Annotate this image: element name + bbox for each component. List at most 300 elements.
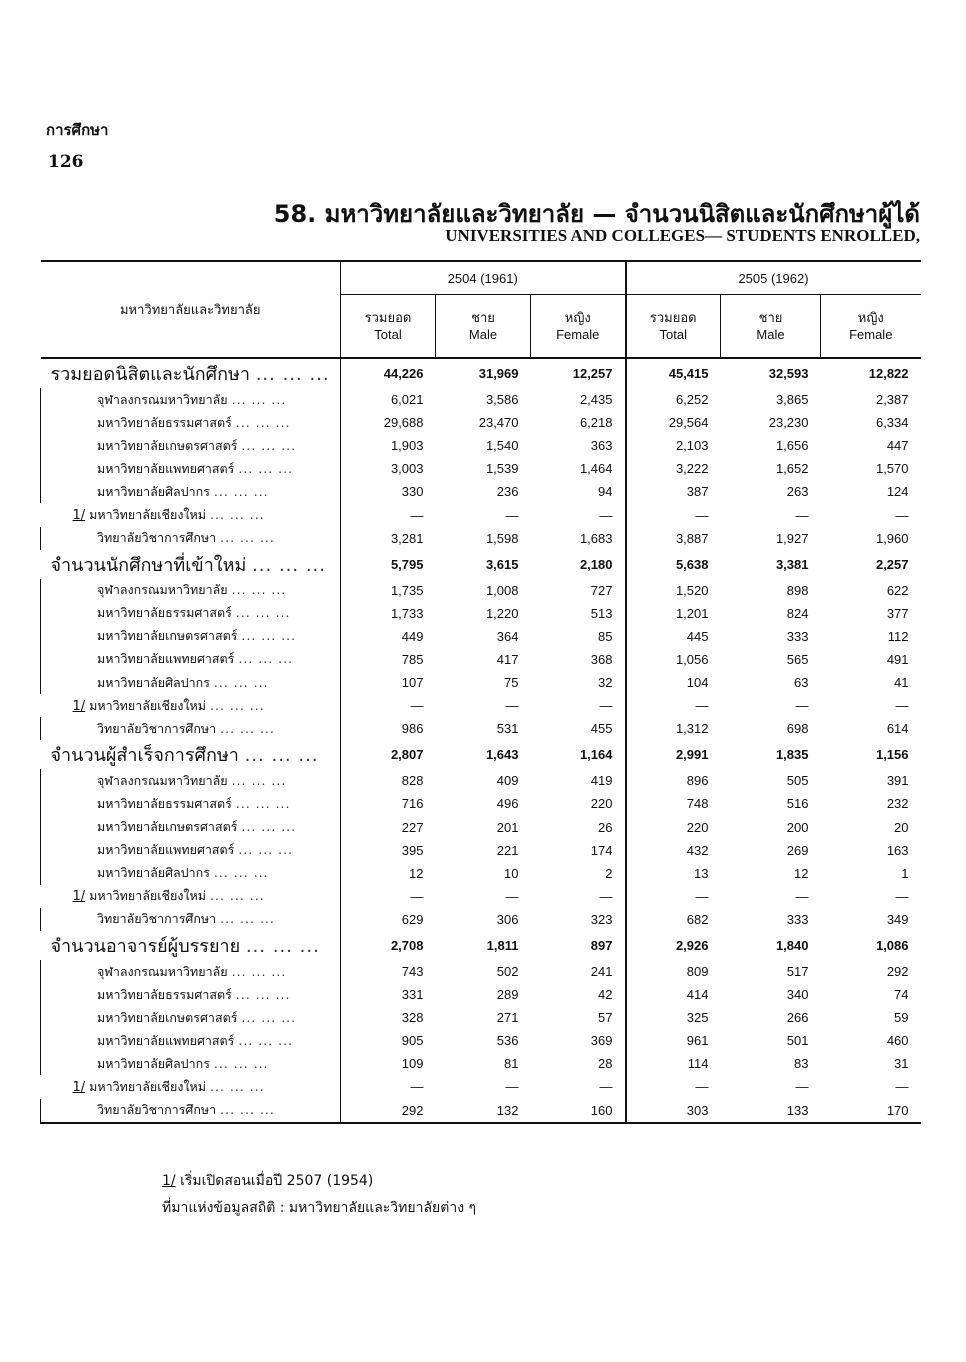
cell-value: 328 xyxy=(341,1006,436,1029)
cell-value: 31,969 xyxy=(478,366,519,381)
cell-value: 377 xyxy=(886,605,909,621)
cell-value: — xyxy=(599,507,613,523)
leader-dots: ... ... ... xyxy=(220,720,275,736)
leader-dots: ... ... ... xyxy=(213,483,269,499)
column-header-male-1961 xyxy=(436,295,531,359)
cell-value: 2,387 xyxy=(875,392,909,408)
cell-value: 1,598 xyxy=(485,530,519,546)
cell-value: 333 xyxy=(786,628,809,644)
cell-value: 83 xyxy=(794,1056,809,1072)
row-header: มหาวิทยาลัยและวิทยาลัย xyxy=(119,303,261,318)
leader-dots: ... ... ... xyxy=(238,842,294,858)
leader-dots: ... ... ... xyxy=(238,460,294,476)
cell-value: 12,822 xyxy=(868,366,909,381)
row-label-text: มหาวิทยาลัยธรรมศาสตร์ xyxy=(97,795,232,811)
row-label xyxy=(41,602,341,625)
table-row xyxy=(41,816,921,839)
cell-value: 109 xyxy=(341,1052,436,1075)
row-label-text: มหาวิทยาลัยเชียงใหม่ xyxy=(89,507,207,523)
cell-value: 333 xyxy=(786,911,809,927)
row-label xyxy=(41,839,341,862)
table-row xyxy=(41,1029,921,1052)
row-label xyxy=(41,527,341,550)
row-label-text: วิทยาลัยวิชาการศึกษา xyxy=(97,530,217,546)
leader-dots: ... ... ... xyxy=(231,772,287,788)
cell-value: 292 xyxy=(341,1099,436,1123)
row-label xyxy=(41,885,341,908)
table-row xyxy=(41,885,921,908)
table-row xyxy=(41,457,921,480)
cell-value: 323 xyxy=(590,911,613,927)
cell-value: 3,887 xyxy=(626,527,721,550)
table-header xyxy=(41,261,921,358)
cell-value: — xyxy=(599,698,613,714)
row-label-text: มหาวิทยาลัยธรรมศาสตร์ xyxy=(97,414,232,430)
footnote xyxy=(162,1170,373,1192)
cell-value: 26 xyxy=(598,819,613,835)
cell-value: 31 xyxy=(894,1056,909,1072)
table-row xyxy=(41,717,921,740)
cell-value: 1,520 xyxy=(626,579,721,602)
leader-dots: ... ... ... xyxy=(255,364,330,385)
cell-value: 1,811 xyxy=(486,937,519,953)
cell-value: 23,230 xyxy=(768,415,809,431)
cell-value: 961 xyxy=(626,1029,721,1052)
table-row xyxy=(41,388,921,411)
cell-value: 74 xyxy=(894,987,909,1003)
table-row xyxy=(41,411,921,434)
table-row xyxy=(41,434,921,457)
table-group-row xyxy=(41,740,921,769)
row-label-text: มหาวิทยาลัยธรรมศาสตร์ xyxy=(97,986,232,1002)
leader-dots: ... ... ... xyxy=(210,507,265,523)
cell-value: 28 xyxy=(598,1056,613,1072)
leader-dots: ... ... ... xyxy=(210,888,265,904)
cell-value: 1,927 xyxy=(775,530,809,546)
row-label xyxy=(41,671,341,694)
table-title-english: UNIVERSITIES AND COLLEGES— STUDENTS ENROLLED, xyxy=(445,226,920,245)
row-label-text: รวมยอดนิสิตและนักศึกษา xyxy=(50,364,250,385)
cell-value: 3,586 xyxy=(485,392,519,408)
column-header-th: หญิง xyxy=(564,310,591,325)
cell-value: 29,688 xyxy=(341,411,436,434)
leader-dots: ... ... ... xyxy=(238,1032,294,1048)
cell-value: 3,865 xyxy=(775,392,809,408)
cell-value: 1,156 xyxy=(875,747,909,763)
cell-value: 419 xyxy=(590,773,613,789)
cell-value: 432 xyxy=(626,839,721,862)
cell-value: 727 xyxy=(590,582,613,598)
source-note: ที่มาแห่งข้อมูลสถิติ : มหาวิทยาลัยและวิทยาลัยต่าง ๆ xyxy=(162,1200,476,1216)
cell-value: 1,056 xyxy=(626,648,721,671)
row-label-text: จุฬาลงกรณมหาวิทยาลัย xyxy=(97,963,228,979)
cell-value: — xyxy=(626,885,721,908)
cell-value: — xyxy=(895,1079,909,1095)
cell-value: 395 xyxy=(341,839,436,862)
row-label-text: มหาวิทยาลัยศิลปากร xyxy=(97,483,210,499)
cell-value: 414 xyxy=(626,983,721,1006)
column-header-female-1962 xyxy=(821,295,921,359)
row-label-text: มหาวิทยาลัยแพทยศาสตร์ xyxy=(97,1032,235,1048)
cell-value: — xyxy=(341,885,436,908)
cell-value: 505 xyxy=(786,773,809,789)
row-label xyxy=(41,908,341,931)
row-label xyxy=(41,625,341,648)
table-group-row xyxy=(41,931,921,960)
cell-value: 75 xyxy=(504,675,519,691)
table-row xyxy=(41,1099,921,1123)
cell-value: 114 xyxy=(626,1052,721,1075)
row-label xyxy=(41,792,341,815)
row-label xyxy=(41,388,341,411)
table-row xyxy=(41,503,921,526)
cell-value: 6,252 xyxy=(626,388,721,411)
row-label-text: มหาวิทยาลัยธรรมศาสตร์ xyxy=(97,605,232,621)
leader-dots: ... ... ... xyxy=(231,582,287,598)
row-label-text: วิทยาลัยวิชาการศึกษา xyxy=(97,911,217,927)
cell-value: 57 xyxy=(598,1010,613,1026)
column-header-female-1961 xyxy=(531,295,626,359)
table-row xyxy=(41,671,921,694)
row-label xyxy=(41,411,341,434)
leader-dots: ... ... ... xyxy=(213,865,269,881)
cell-value: 32,593 xyxy=(768,366,809,381)
cell-value: 1,840 xyxy=(775,937,809,953)
cell-value: 409 xyxy=(496,773,519,789)
cell-value: 2,180 xyxy=(579,556,613,572)
column-header-en: Male xyxy=(756,327,785,342)
cell-value: 2,807 xyxy=(341,740,436,769)
row-label-text: มหาวิทยาลัยแพทยศาสตร์ xyxy=(97,460,235,476)
row-label xyxy=(41,717,341,740)
row-label xyxy=(41,1075,341,1098)
cell-value: 2,708 xyxy=(341,931,436,960)
cell-value: 59 xyxy=(894,1010,909,1026)
cell-value: 163 xyxy=(886,842,909,858)
cell-value: — xyxy=(341,694,436,717)
cell-value: — xyxy=(626,694,721,717)
cell-value: 107 xyxy=(341,671,436,694)
cell-value: 104 xyxy=(626,671,721,694)
cell-value: 2,435 xyxy=(579,392,613,408)
cell-value: — xyxy=(505,888,519,904)
page-number: 126 xyxy=(48,152,84,172)
cell-value: — xyxy=(341,1075,436,1098)
leader-dots: ... ... ... xyxy=(235,986,291,1002)
cell-value: 614 xyxy=(886,721,909,737)
cell-value: 29,564 xyxy=(626,411,721,434)
row-label-text: มหาวิทยาลัยศิลปากร xyxy=(97,1055,210,1071)
cell-value: 1,539 xyxy=(485,461,519,477)
cell-value: 44,226 xyxy=(341,358,436,388)
leader-dots: ... ... ... xyxy=(231,391,287,407)
cell-value: 63 xyxy=(794,675,809,691)
cell-value: 124 xyxy=(886,484,909,500)
cell-value: 23,470 xyxy=(478,415,519,431)
cell-value: 303 xyxy=(626,1099,721,1123)
cell-value: 565 xyxy=(786,651,809,667)
footnote-mark: 1/ xyxy=(72,889,86,905)
row-label xyxy=(41,1099,341,1123)
cell-value: 496 xyxy=(496,796,519,812)
cell-value: 502 xyxy=(496,964,519,980)
row-label-text: จำนวนนักศึกษาที่เข้าใหม่ xyxy=(50,554,247,576)
row-label xyxy=(41,816,341,839)
cell-value: 220 xyxy=(626,816,721,839)
cell-value: 629 xyxy=(341,908,436,931)
cell-value: — xyxy=(505,1079,519,1095)
cell-value: — xyxy=(626,503,721,526)
leader-dots: ... ... ... xyxy=(220,1102,275,1118)
cell-value: 266 xyxy=(786,1010,809,1026)
cell-value: 1,903 xyxy=(341,434,436,457)
row-label xyxy=(41,960,341,983)
cell-value: 112 xyxy=(887,628,909,644)
cell-value: 45,415 xyxy=(626,358,721,388)
leader-dots: ... ... ... xyxy=(220,911,275,927)
row-label xyxy=(41,769,341,792)
cell-value: 1,164 xyxy=(579,747,613,763)
cell-value: 330 xyxy=(341,480,436,503)
section-label: การศึกษา xyxy=(46,121,109,139)
cell-value: — xyxy=(895,698,909,714)
cell-value: 1,643 xyxy=(485,747,519,763)
cell-value: 449 xyxy=(341,625,436,648)
column-header-th: หญิง xyxy=(857,310,884,325)
cell-value: 809 xyxy=(626,960,721,983)
cell-value: 369 xyxy=(590,1033,613,1049)
cell-value: 94 xyxy=(598,484,613,500)
column-header-th: รวมยอด xyxy=(364,310,412,325)
leader-dots: ... ... ... xyxy=(210,1078,265,1094)
cell-value: 368 xyxy=(590,651,613,667)
cell-value: 536 xyxy=(496,1033,519,1049)
table-row xyxy=(41,694,921,717)
row-label xyxy=(41,694,341,717)
cell-value: 898 xyxy=(786,582,809,598)
cell-value: 349 xyxy=(886,911,909,927)
leader-dots: ... ... ... xyxy=(241,819,297,835)
cell-value: 331 xyxy=(341,983,436,1006)
table-row xyxy=(41,602,921,625)
table-row xyxy=(41,769,921,792)
table-row xyxy=(41,792,921,815)
cell-value: 1,960 xyxy=(875,530,909,546)
cell-value: 232 xyxy=(886,796,909,812)
footnote-mark: 1/ xyxy=(162,1173,176,1189)
row-label-text: มหาวิทยาลัยแพทยศาสตร์ xyxy=(97,842,235,858)
cell-value: 417 xyxy=(496,651,519,667)
row-label xyxy=(41,983,341,1006)
cell-value: — xyxy=(341,503,436,526)
cell-value: 1,652 xyxy=(775,461,809,477)
cell-value: — xyxy=(505,698,519,714)
row-label xyxy=(41,457,341,480)
table-row xyxy=(41,908,921,931)
cell-value: 513 xyxy=(590,605,613,621)
cell-value: 340 xyxy=(786,987,809,1003)
cell-value: 2,991 xyxy=(626,740,721,769)
table-group-row xyxy=(41,358,921,388)
cell-value: 391 xyxy=(886,773,909,789)
cell-value: 12 xyxy=(341,862,436,885)
column-header-th: ชาย xyxy=(471,310,495,325)
column-header-en: Male xyxy=(468,327,498,342)
cell-value: 201 xyxy=(496,819,519,835)
cell-value: 269 xyxy=(786,842,809,858)
cell-value: 491 xyxy=(886,651,909,667)
cell-value: — xyxy=(795,698,809,714)
cell-value: 306 xyxy=(496,911,519,927)
cell-value: 12,257 xyxy=(572,366,613,381)
cell-value: 236 xyxy=(496,484,519,500)
cell-value: 227 xyxy=(341,816,436,839)
cell-value: 698 xyxy=(786,721,809,737)
cell-value: 2 xyxy=(605,865,613,881)
statistics-table xyxy=(40,260,921,1124)
table-row xyxy=(41,1052,921,1075)
cell-value: 325 xyxy=(626,1006,721,1029)
cell-value: 828 xyxy=(341,769,436,792)
footnote-mark: 1/ xyxy=(72,698,86,714)
row-label xyxy=(41,550,341,579)
leader-dots: ... ... ... xyxy=(244,745,319,767)
cell-value: 174 xyxy=(590,842,613,858)
cell-value: 1,220 xyxy=(485,605,519,621)
row-label xyxy=(41,434,341,457)
row-label xyxy=(41,648,341,671)
cell-value: 3,381 xyxy=(775,556,809,572)
cell-value: 622 xyxy=(886,582,909,598)
row-label-text: มหาวิทยาลัยเกษตรศาสตร์ xyxy=(97,1009,238,1025)
cell-value: 1,683 xyxy=(579,530,613,546)
row-label xyxy=(41,579,341,602)
leader-dots: ... ... ... xyxy=(231,963,287,979)
row-label-text: มหาวิทยาลัยเกษตรศาสตร์ xyxy=(97,628,238,644)
cell-value: 824 xyxy=(786,605,809,621)
cell-value: 748 xyxy=(626,792,721,815)
cell-value: 41 xyxy=(894,675,909,691)
cell-value: 170 xyxy=(821,1099,921,1123)
row-label xyxy=(41,1006,341,1029)
table-group-row xyxy=(41,550,921,579)
cell-value: 1,540 xyxy=(485,438,519,454)
cell-value: 501 xyxy=(786,1033,809,1049)
cell-value: 12 xyxy=(794,865,809,881)
cell-value: 200 xyxy=(786,819,809,835)
table-row xyxy=(41,648,921,671)
cell-value: — xyxy=(795,1079,809,1095)
row-label-text: จุฬาลงกรณมหาวิทยาลัย xyxy=(97,772,228,788)
leader-dots: ... ... ... xyxy=(220,530,275,546)
leader-dots: ... ... ... xyxy=(245,935,320,957)
table-row xyxy=(41,625,921,648)
row-label-text: มหาวิทยาลัยศิลปากร xyxy=(97,674,210,690)
cell-value: 292 xyxy=(886,964,909,980)
cell-value: 263 xyxy=(786,484,809,500)
row-label-text: จุฬาลงกรณมหาวิทยาลัย xyxy=(97,582,228,598)
leader-dots: ... ... ... xyxy=(252,554,327,576)
cell-value: 1,464 xyxy=(579,461,613,477)
column-header-en: Total xyxy=(659,327,687,342)
cell-value: 1,086 xyxy=(875,937,909,953)
cell-value: — xyxy=(895,888,909,904)
cell-value: 6,334 xyxy=(875,415,909,431)
cell-value: — xyxy=(505,507,519,523)
footnote-text: เริ่มเปิดสอนเมื่อปี 2507 (1954) xyxy=(180,1173,374,1189)
cell-value: — xyxy=(895,507,909,523)
cell-value: 531 xyxy=(496,721,519,737)
leader-dots: ... ... ... xyxy=(235,414,291,430)
table-row xyxy=(41,983,921,1006)
leader-dots: ... ... ... xyxy=(213,674,269,690)
cell-value: 1,008 xyxy=(485,582,519,598)
cell-value: — xyxy=(626,1075,721,1098)
cell-value: 364 xyxy=(496,628,519,644)
row-label xyxy=(41,931,341,960)
row-label-text: มหาวิทยาลัยเชียงใหม่ xyxy=(89,1078,207,1094)
row-label-text: มหาวิทยาลัยเกษตรศาสตร์ xyxy=(97,437,238,453)
cell-value: — xyxy=(599,888,613,904)
row-label xyxy=(41,1029,341,1052)
cell-value: 20 xyxy=(894,819,909,835)
row-label xyxy=(41,480,341,503)
row-label-text: มหาวิทยาลัยเชียงใหม่ xyxy=(89,888,207,904)
cell-value: 160 xyxy=(531,1099,626,1123)
cell-value: 133 xyxy=(721,1099,821,1123)
column-header-en: Female xyxy=(849,327,893,342)
cell-value: 455 xyxy=(590,721,613,737)
table-body xyxy=(41,358,921,1123)
cell-value: 85 xyxy=(598,628,613,644)
row-label-text: มหาวิทยาลัยแพทยศาสตร์ xyxy=(97,651,235,667)
leader-dots: ... ... ... xyxy=(235,605,291,621)
cell-value: 682 xyxy=(626,908,721,931)
table-row xyxy=(41,1006,921,1029)
cell-value: 2,257 xyxy=(875,556,909,572)
table-title-thai: 58. มหาวิทยาลัยและวิทยาลัย — จำนวนนิสิตและนักศึกษาผู้ได้ xyxy=(273,200,920,228)
cell-value: 986 xyxy=(341,717,436,740)
cell-value: 3,281 xyxy=(341,527,436,550)
cell-value: 460 xyxy=(886,1033,909,1049)
cell-value: — xyxy=(795,507,809,523)
leader-dots: ... ... ... xyxy=(241,437,297,453)
row-label xyxy=(41,740,341,769)
cell-value: 1,835 xyxy=(775,747,809,763)
row-label-text: จำนวนผู้สำเร็จการศึกษา xyxy=(50,745,239,767)
cell-value: 1,570 xyxy=(875,461,909,477)
cell-value: 241 xyxy=(590,964,613,980)
leader-dots: ... ... ... xyxy=(210,697,265,713)
cell-value: 3,222 xyxy=(626,457,721,480)
cell-value: 6,218 xyxy=(579,415,613,431)
table-row xyxy=(41,839,921,862)
row-label-text: จำนวนอาจารย์ผู้บรรยาย xyxy=(50,935,241,957)
row-label-text: วิทยาลัยวิชาการศึกษา xyxy=(97,720,217,736)
row-label xyxy=(41,1052,341,1075)
table-row xyxy=(41,527,921,550)
column-header-total-1962 xyxy=(626,295,721,359)
row-label xyxy=(41,862,341,885)
table-row xyxy=(41,480,921,503)
cell-value: 1,656 xyxy=(775,438,809,454)
cell-value: 897 xyxy=(590,937,613,953)
leader-dots: ... ... ... xyxy=(238,651,294,667)
cell-value: 716 xyxy=(341,792,436,815)
column-header-male-1962 xyxy=(721,295,821,359)
cell-value: 5,638 xyxy=(626,550,721,579)
cell-value: 905 xyxy=(341,1029,436,1052)
